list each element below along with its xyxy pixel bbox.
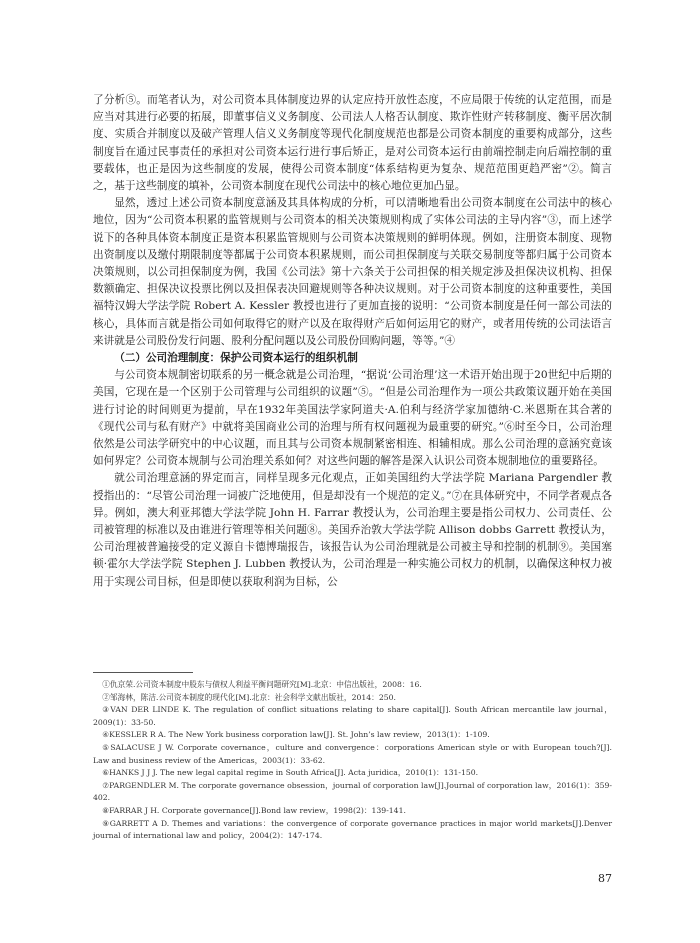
footnote-7: ⑦PARGENDLER M. The corporate governance obsession，journal of corporation law[J].Journal of corporation law，2016(1)：359-402.: [93, 780, 612, 803]
footnote-1: ①仇京荣.公司资本制度中股东与债权人利益平衡问题研究[M].北京：中信出版社，2008：16.: [102, 680, 422, 689]
footnote-2: ②邹海林，陈洁.公司资本制度的现代化[M].北京：社会科学文献出版社，2014：250.: [102, 692, 396, 702]
footnote-divider: [93, 672, 193, 673]
body-text: [93, 92, 612, 591]
footnote-8: ⑧FARRAR J H. Corporate governance[J].Bond law review，1998(2)：139-141.: [102, 805, 406, 815]
footnotes: [93, 679, 612, 843]
body-paragraph-2: 显然，透过上述公司资本制度意涵及其具体构成的分析，可以清晰地看出公司资本制度在公司法中的核心地位，因为“公司资本积累的监管规则与公司资本的相关决策规则构成了实体公司法的主导内容”③，而上述学说下的各种具体资本制度正是资本积累监管规则与公司资本决策规则的鲜明体现。例如，注册资本制度、现物出资制度以及缴付期限制度等都属于公司资本积累规则，而公司担保制度与关联交易制度等都归属于公司资本决策规则，以公司担保制度为例，我国《公司法》第十六条关于公司担保的相关规定涉及担保决议机构、担保数额确定、担保决议投票比例以及担保表决回避规则等各种决议规则。对于公司资本制度的这种重要性，美国福特汉姆大学法学院 Robert A. Kessler 教授也进行了更加直接的说明：“公司资本制度是任何一部公司法的核心，具体而言就是指公司如何取得它的财产以及在取得财产后如何运用它的财产，或者用传统的公司法语言来讲就是公司股份发行问题、股利分配问题以及公司股份回购问题，等等。”④: [93, 197, 612, 347]
footnote-5: ⑤SALACUSE J W. Corporate covernance，culture and convergence：corporations American style or with European touch?[J]. Law and business review of the Americas，2003(1)：33-62.: [93, 742, 612, 765]
section-heading: （二）公司治理制度：保护公司资本运行的组织机制: [114, 352, 358, 365]
footnote-4: ④KESSLER R A. The New York business corporation law[J]. St. John’s law review，2013(1)：1-109.: [102, 730, 490, 740]
body-paragraph-4: 就公司治理意涵的界定而言，同样呈现多元化观点，正如美国纽约大学法学院 Mariana Pargendler 教授指出的：“尽管公司治理一词被广泛地使用，但是却没有一个规范的定义。”⑦在具体研究中，不同学者观点各异。例如，澳大利亚邦德大学法学院 John H. Farrar 教授认为，公司治理主要是指公司权力、公司责任、公司被管理的标准以及由谁进行管理等相关问题⑧。美国乔治敦大学法学院 Allison dobbs Garrett 教授认为，公司治理被普遍接受的定义源自卡德博瑞报告，该报告认为公司治理就是公司被主导和控制的机制⑨。美国塞顿·霍尔大学法学院 Stephen J. Lubben 教授认为，公司治理是一种实施公司权力的机制，以确保这种权力被用于实现公司目标，但是即使以获取利润为目标，公: [93, 472, 612, 588]
footnote-3: ③VAN DER LINDE K. The regulation of conflict situations relating to share capital[J]. South African mercantile law journal，2009(1)：33-50.: [93, 705, 612, 727]
body-paragraph-1: 了分析⑤。而笔者认为，对公司资本具体制度边界的认定应持开放性态度，不应局限于传统的认定范围，而是应当对其进行必要的拓展，即董事信义义务制度、公司法人人格否认制度、欺诈性财产转移制度、衡平居次制度、实质合并制度以及破产管理人信义义务制度等现代化制度规范也都是公司资本制度的重要构成部分，这些制度旨在通过民事责任的承担对公司资本运行进行事后矫正，是对公司资本运行由前端控制走向后端控制的重要载体，也正是因为这些制度的发展，使得公司资本制度“体系结构更为复杂、规范范围更趋严密”②。简言之，基于这些制度的填补，公司资本制度在现代公司法中的核心地位更加凸显。: [93, 94, 612, 193]
page-number: 87: [598, 872, 612, 885]
footnote-6: ⑥HANKS J J J. The new legal capital regime in South Africa[J]. Acta juridica，2010(1)：131-150.: [102, 768, 479, 778]
body-paragraph-3: 与公司资本规制密切联系的另一概念就是公司治理，“据说‘公司治理’这一术语开始出现于20世纪中后期的美国，它现在是一个区别于公司管理与公司组织的议题”⑤。“但是公司治理作为一项公共政策议题开始在美国进行讨论的时间则更为提前，早在1932年美国法学家阿道夫·A.伯利与经济学家加德纳·C.米恩斯在其合著的《现代公司与私有财产》中就将美国商业公司的治理与所有权问题视为最重要的研究。”⑥时至今日，公司治理依然是公司法学研究中的中心议题，而且其与公司资本规制紧密相连、相辅相成。那么公司治理的意涵究竟该如何界定？公司资本规制与公司治理关系如何？对这些问题的解答是深入认识公司资本规制地位的重要路径。: [93, 369, 612, 468]
footnote-9: ⑨GARRETT A D. Themes and variations：the convergence of corporate governance practices in major world markets[J].Denver journal of international law and policy，2004(2)：147-174.: [93, 818, 612, 841]
